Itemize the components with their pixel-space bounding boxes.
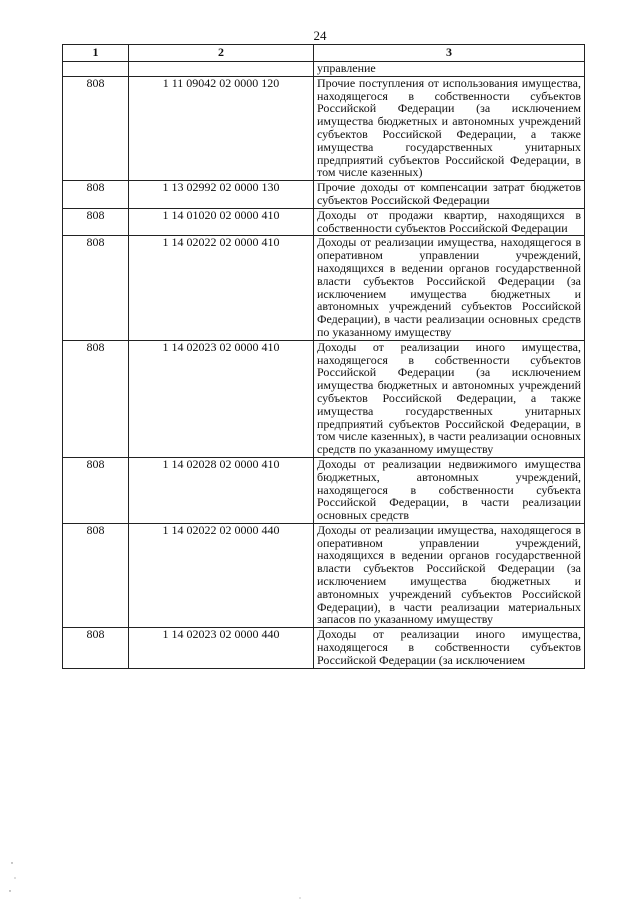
column-header-2: 2 [129, 45, 314, 62]
revenue-name-cell: Доходы от реализации иного имущества, находящегося в собственности субъектов Российской Федерации (за исключением имущества бюджетных и автономных учреждений субъектов Российской Федерации, а также имущества государственных унитарных предприятий субъектов Российской Федерации, в том числе казенных), в части реализации основных средств по указанному имуществу [314, 340, 585, 457]
admin-code-cell: 808 [63, 236, 129, 340]
table-row [63, 181, 585, 209]
column-header-1: 1 [63, 45, 129, 62]
budget-code-cell: 1 14 02023 02 0000 440 [129, 628, 314, 668]
table-row [63, 76, 585, 180]
table-row [63, 208, 585, 236]
budget-code-cell: 1 14 02022 02 0000 440 [129, 523, 314, 627]
admin-code-cell: 808 [63, 457, 129, 523]
table-row [63, 523, 585, 627]
header-row [63, 45, 585, 62]
column-header-3: 3 [314, 45, 585, 62]
budget-code-cell: 1 13 02992 02 0000 130 [129, 181, 314, 209]
budget-code-cell: 1 14 02022 02 0000 410 [129, 236, 314, 340]
admin-code-cell: 808 [63, 523, 129, 627]
admin-code-cell: 808 [63, 208, 129, 236]
budget-code-cell: 1 14 02023 02 0000 410 [129, 340, 314, 457]
budget-code-cell: 1 11 09042 02 0000 120 [129, 76, 314, 180]
revenue-name-cell: Доходы от реализации недвижимого имущества бюджетных, автономных учреждений, находящегося в собственности субъекта Российской Федерации, в части реализации основных средств [314, 457, 585, 523]
revenue-name-cell: Прочие доходы от компенсации затрат бюджетов субъектов Российской Федерации [314, 181, 585, 209]
budget-code-cell: 1 14 02028 02 0000 410 [129, 457, 314, 523]
admin-code-cell: 808 [63, 76, 129, 180]
revenue-name-cell: Прочие поступления от использования имущества, находящегося в собственности субъектов Российской Федерации (за исключением имущества бюджетных и автономных учреждений субъектов Российской Федерации, а также имущества государственных унитарных предприятий субъектов Российской Федерации, в том числе казенных) [314, 76, 585, 180]
table-header [63, 45, 585, 62]
table-row [63, 628, 585, 668]
table-body [63, 62, 585, 669]
continuation-admin-cell [63, 62, 129, 77]
revenue-name-cell: Доходы от реализации иного имущества, находящегося в собственности субъектов Российской Федерации (за исключением [314, 628, 585, 668]
revenue-code-table [62, 44, 585, 669]
continuation-row [63, 62, 585, 77]
revenue-name-cell: Доходы от реализации имущества, находящегося в оперативном управлении учреждений, находящихся в ведении органов государственной власти субъектов Российской Федерации (за исключением имущества бюджетных и автономных учреждений субъектов Российской Федерации), в части реализации материальных запасов по указанному имуществу [314, 523, 585, 627]
table-row [63, 236, 585, 340]
revenue-name-cell: Доходы от продажи квартир, находящихся в собственности субъектов Российской Федерации [314, 208, 585, 236]
table-row [63, 457, 585, 523]
admin-code-cell: 808 [63, 628, 129, 668]
table-row [63, 340, 585, 457]
revenue-name-cell: Доходы от реализации имущества, находящегося в оперативном управлении учреждений, находящихся в ведении органов государственной власти субъектов Российской Федерации (за исключением имущества бюджетных и автономных учреждений субъектов Российской Федерации), в части реализации основных средств по указанному имуществу [314, 236, 585, 340]
admin-code-cell: 808 [63, 340, 129, 457]
page-number: 24 [313, 28, 327, 43]
admin-code-cell: 808 [63, 181, 129, 209]
continuation-code-cell [129, 62, 314, 77]
continuation-name-cell: управление [314, 62, 585, 77]
budget-code-cell: 1 14 01020 02 0000 410 [129, 208, 314, 236]
